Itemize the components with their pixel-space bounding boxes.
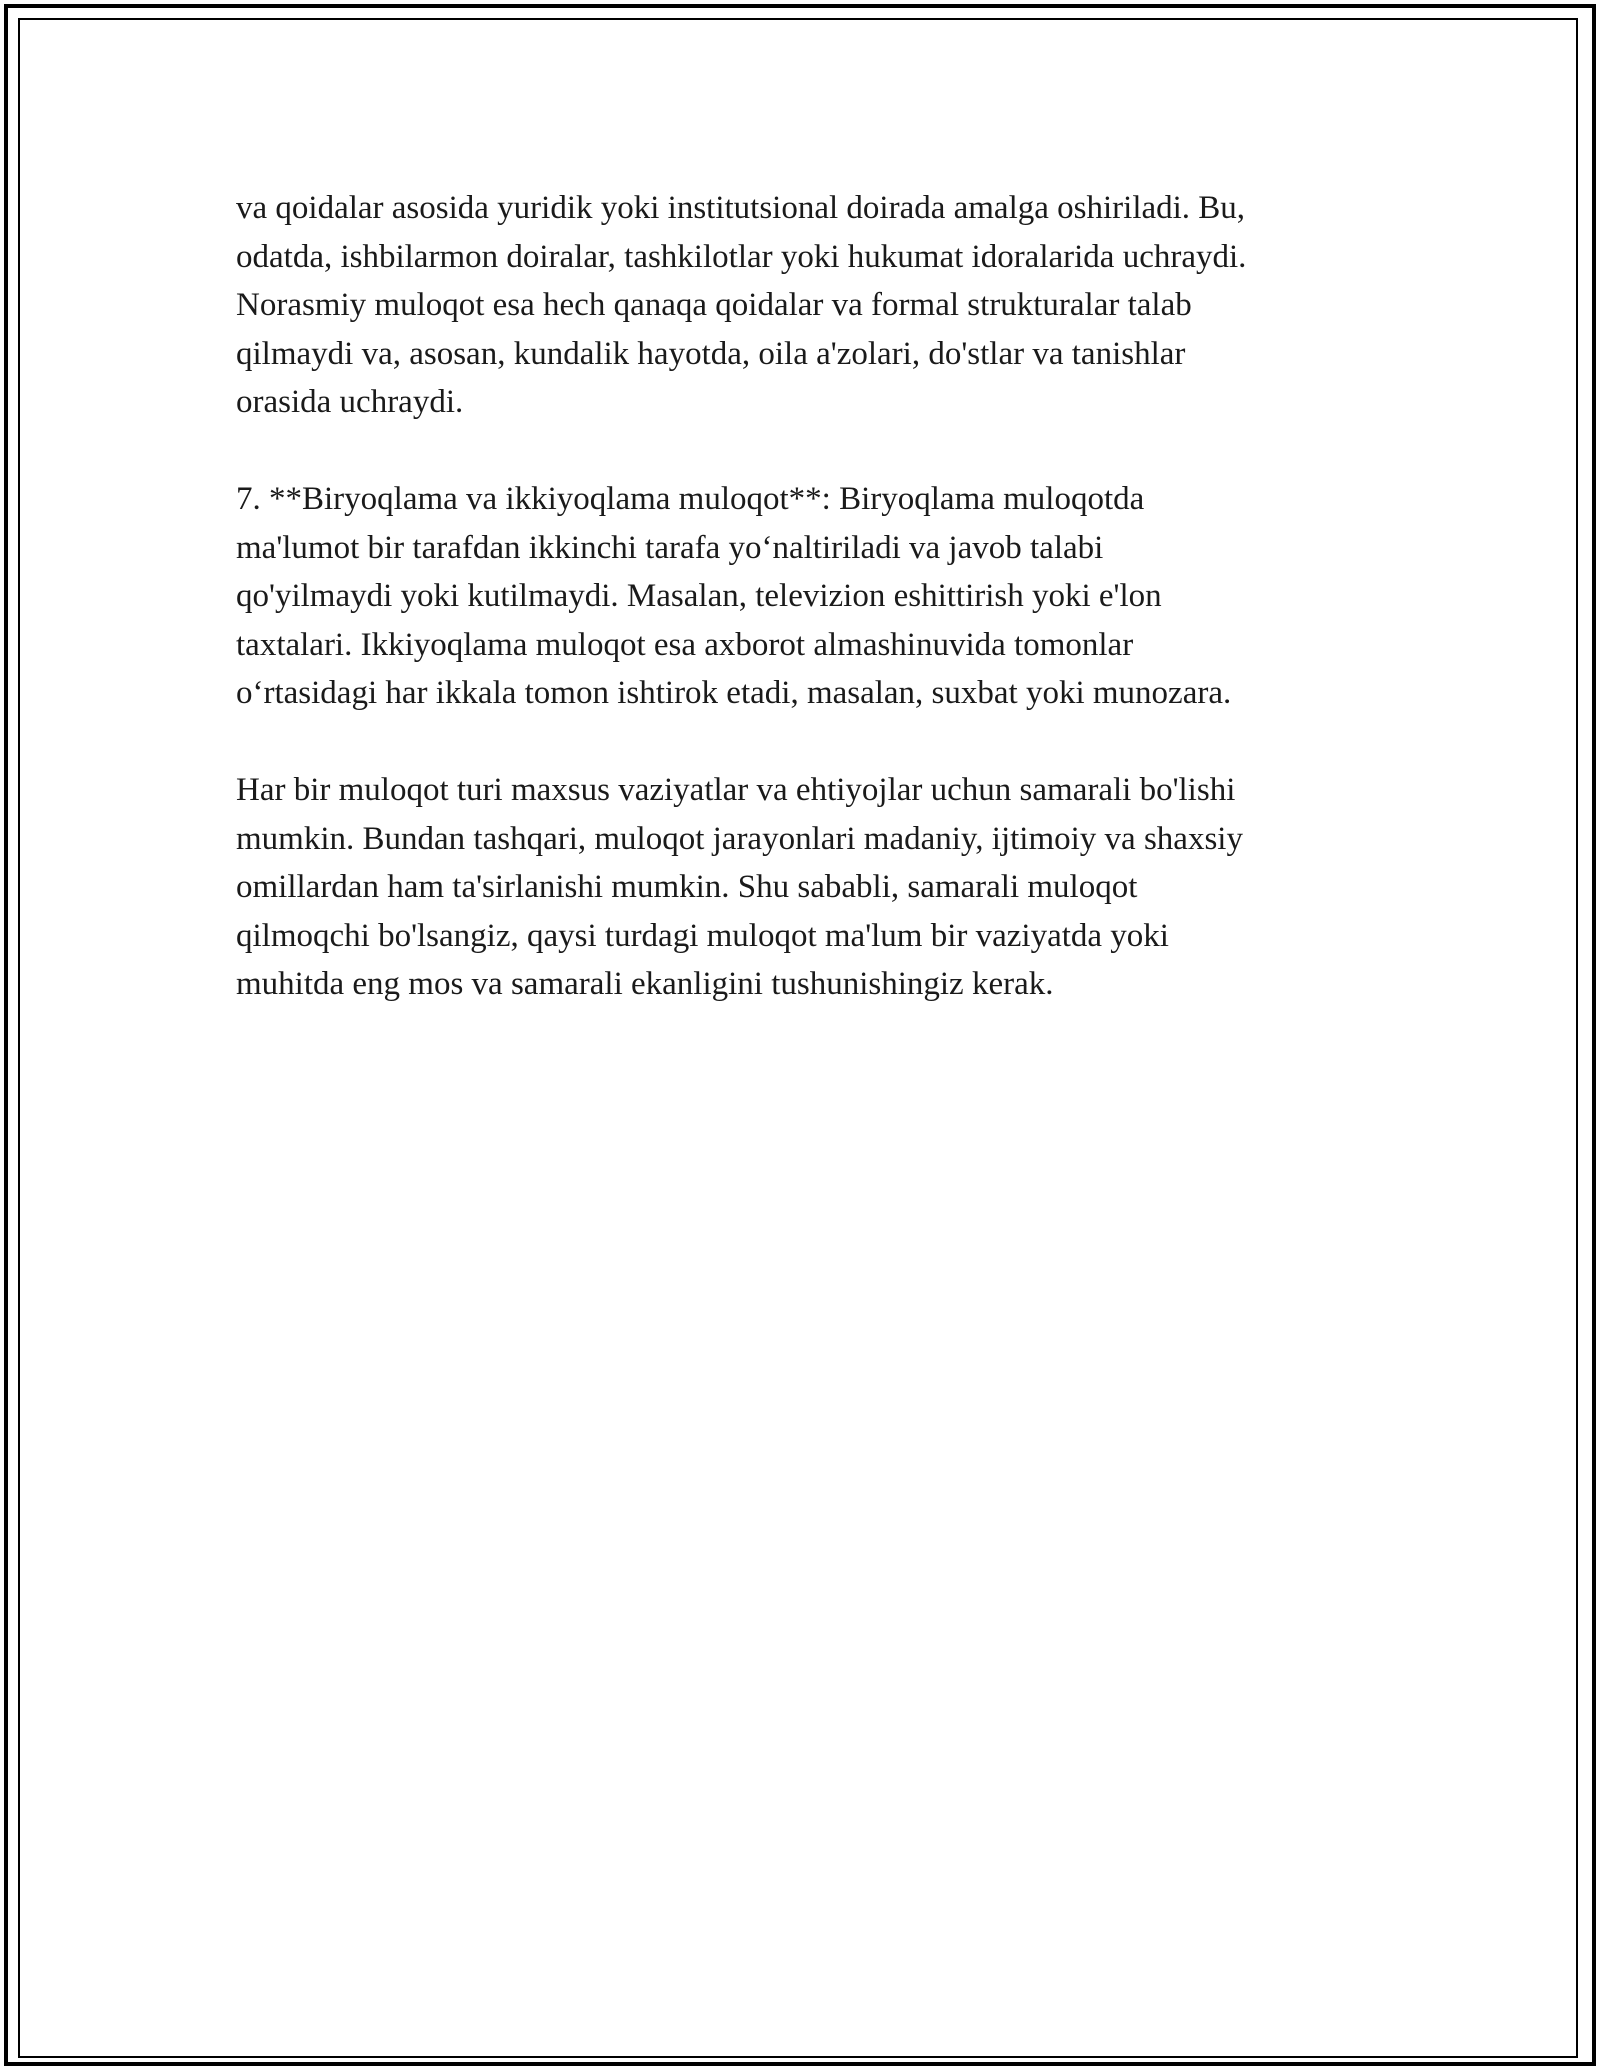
text-line: odatda, ishbilarmon doiralar, tashkilotlar yoki hukumat idoralarida uchraydi. (236, 238, 1247, 275)
text-line: qo'yilmaydi yoki kutilmaydi. Masalan, televizion eshittirish yoki e'lon (236, 578, 1162, 614)
text-line: taxtalari. Ikkiyoqlama muloqot esa axborot almashinuvida tomonlar (236, 626, 1134, 663)
text-line: va qoidalar asosida yuridik yoki institutsional doirada amalga oshiriladi. Bu, (236, 190, 1246, 226)
text-line: qilmoqchi bo'lsangiz, qaysi turdagi muloqot ma'lum bir vaziyatda yoki (236, 917, 1169, 954)
text-line: orasida uchraydi. (236, 384, 464, 420)
text-line: omillardan ham ta'sirlanishi mumkin. Shu sababli, samarali muloqot (236, 869, 1138, 905)
text-line: Norasmiy muloqot esa hech qanaqa qoidalar va formal strukturalar talab (236, 287, 1192, 323)
text-line: Har bir muloqot turi maxsus vaziyatlar va ehtiyojlar uchun samarali bo'lishi (236, 772, 1236, 808)
document-body (236, 184, 1376, 1057)
text-line: o‘rtasidagi har ikkala tomon ishtirok etadi, masalan, suxbat yoki munozara. (236, 675, 1232, 711)
text-line: 7. **Biryoqlama va ikkiyoqlama muloqot**: Biryoqlama muloqotda (236, 481, 1145, 517)
text-line: mumkin. Bundan tashqari, muloqot jarayonlari madaniy, ijtimoiy va shaxsiy (236, 820, 1243, 857)
text-line: qilmaydi va, asosan, kundalik hayotda, oila a'zolari, do'stlar va tanishlar (236, 335, 1186, 372)
paragraph-one-way-two-way (236, 475, 1376, 718)
text-line: ma'lumot bir tarafdan ikkinchi tarafa yo‘naltiriladi va javob talabi (236, 529, 1104, 566)
paragraph-conclusion (236, 766, 1376, 1009)
paragraph-formal-informal (236, 184, 1376, 427)
text-line: muhitda eng mos va samarali ekanligini tushunishingiz kerak. (236, 966, 1054, 1002)
